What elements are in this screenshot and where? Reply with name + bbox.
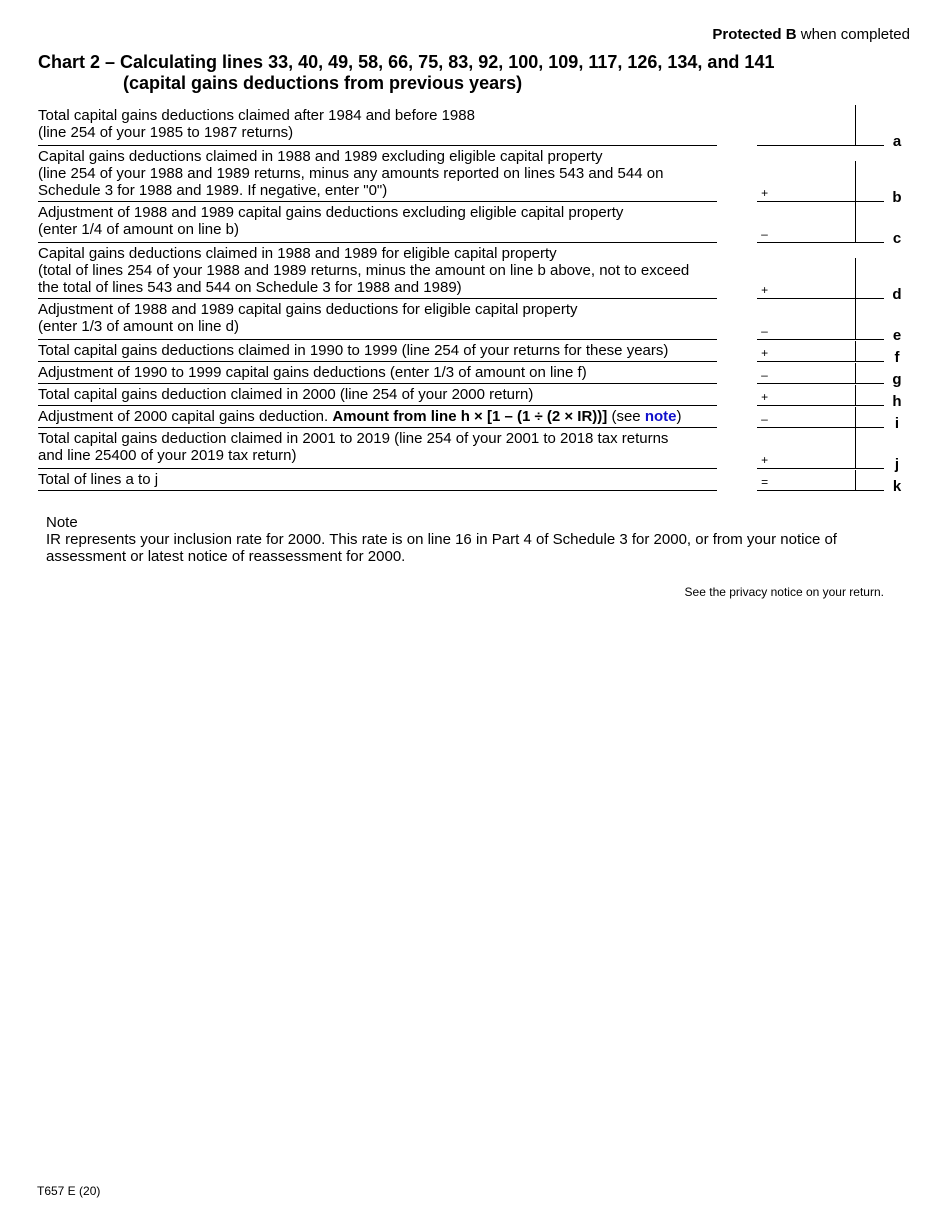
row-description xyxy=(38,202,717,243)
line-letter: c xyxy=(892,230,902,247)
line-letter: i xyxy=(894,415,900,432)
line-letter: j xyxy=(894,456,900,473)
cents-field[interactable] xyxy=(855,385,884,406)
row-description xyxy=(38,105,717,146)
row-description xyxy=(38,428,717,469)
cents-field[interactable] xyxy=(855,105,884,146)
row-description-line: Total capital gains deductions claimed in 1990 to 1999 (line 254 of your returns for these years) xyxy=(38,342,669,359)
amount-value xyxy=(759,472,855,490)
privacy-notice: See the privacy notice on your return. xyxy=(684,585,884,599)
note-section xyxy=(46,514,886,565)
amount-value xyxy=(759,409,855,427)
row-description xyxy=(38,384,717,406)
line-letter: f xyxy=(894,349,900,366)
amount-field[interactable] xyxy=(757,127,855,146)
row-description xyxy=(38,243,717,299)
row-description xyxy=(38,362,717,384)
cents-field[interactable] xyxy=(855,341,884,362)
operator-sign: + xyxy=(761,186,769,200)
cents-field[interactable] xyxy=(855,202,884,243)
line-letter: b xyxy=(892,189,902,206)
cents-field[interactable] xyxy=(855,428,884,469)
amount-field[interactable] xyxy=(757,321,855,340)
operator-sign: – xyxy=(761,227,768,241)
amount-field[interactable] xyxy=(757,183,855,202)
amount-value xyxy=(759,343,855,361)
amount-field[interactable] xyxy=(757,343,855,362)
operator-sign: – xyxy=(761,368,768,382)
line-letter: a xyxy=(892,133,902,150)
form-number: T657 E (20) xyxy=(37,1184,101,1198)
amount-value xyxy=(759,365,855,383)
row-a xyxy=(38,105,910,150)
row-description-line: Adjustment of 1988 and 1989 capital gains deductions excluding eligible capital property xyxy=(38,204,624,221)
line-letter: h xyxy=(892,393,902,410)
amount-value xyxy=(759,280,855,298)
row-description-line: the total of lines 543 and 544 on Schedule 3 for 1988 and 1989) xyxy=(38,279,462,296)
chart-title xyxy=(38,52,918,94)
amount-field[interactable] xyxy=(757,387,855,406)
amount-value xyxy=(759,321,855,339)
row-description-line: (enter 1/4 of amount on line b) xyxy=(38,221,239,238)
row-description-line: Total capital gains deductions claimed after 1984 and before 1988 xyxy=(38,107,475,124)
chart-title-line2: (capital gains deductions from previous years) xyxy=(123,73,523,93)
line-letter: d xyxy=(892,286,902,303)
row-description-line: and line 25400 of your 2019 tax return) xyxy=(38,447,297,464)
row-c xyxy=(38,202,910,247)
row-b xyxy=(38,146,910,206)
operator-sign: + xyxy=(761,390,769,404)
row-description-line: (total of lines 254 of your 1988 and 1989 returns, minus the amount on line b above, not to exceed xyxy=(38,262,690,279)
amount-value xyxy=(759,450,855,468)
calculation-table xyxy=(38,105,910,495)
row-f xyxy=(38,340,910,366)
cents-field[interactable] xyxy=(855,470,884,491)
amount-value xyxy=(759,387,855,405)
protected-b-label: Protected B when completed xyxy=(712,26,910,43)
amount-value xyxy=(759,183,855,201)
row-description xyxy=(38,299,717,340)
row-description-line: Total of lines a to j xyxy=(38,471,159,488)
amount-value xyxy=(759,127,855,145)
line-letter: k xyxy=(892,478,902,495)
amount-field[interactable] xyxy=(757,224,855,243)
row-d xyxy=(38,243,910,303)
amount-field[interactable] xyxy=(757,409,855,428)
cents-field[interactable] xyxy=(855,161,884,202)
operator-sign: + xyxy=(761,283,769,297)
cents-field[interactable] xyxy=(855,258,884,299)
row-description xyxy=(38,340,717,362)
row-description-line: (line 254 of your 1985 to 1987 returns) xyxy=(38,124,294,141)
row-description xyxy=(38,146,717,202)
operator-sign: – xyxy=(761,324,768,338)
cents-field[interactable] xyxy=(855,407,884,428)
row-h xyxy=(38,384,910,410)
row-description-line: (enter 1/3 of amount on line d) xyxy=(38,318,239,335)
row-description-line: Schedule 3 for 1988 and 1989. If negative, enter "0") xyxy=(38,182,388,199)
amount-field[interactable] xyxy=(757,280,855,299)
row-description-line: Total capital gains deduction claimed in 2001 to 2019 (line 254 of your 2001 to 2018 tax returns xyxy=(38,430,669,447)
row-description-line: Adjustment of 1990 to 1999 capital gains deductions (enter 1/3 of amount on line f) xyxy=(38,364,587,381)
operator-sign: + xyxy=(761,346,769,360)
amount-field[interactable] xyxy=(757,450,855,469)
row-description: Adjustment of 2000 capital gains deduction. Amount from line h × [1 – (1 ÷ (2 × IR))] (see note) xyxy=(38,406,717,428)
row-description-line: Total capital gains deduction claimed in 2000 (line 254 of your 2000 return) xyxy=(38,386,534,403)
operator-sign: = xyxy=(761,475,769,489)
row-description-line: Capital gains deductions claimed in 1988 and 1989 excluding eligible capital property xyxy=(38,148,603,165)
row-description xyxy=(38,469,717,491)
row-g xyxy=(38,362,910,388)
amount-value xyxy=(759,224,855,242)
line-letter: e xyxy=(892,327,902,344)
row-e xyxy=(38,299,910,344)
row-j xyxy=(38,428,910,473)
note-body: IR represents your inclusion rate for 2000. This rate is on line 16 in Part 4 of Schedule 3 for 2000, or from your notice of assessment or latest notice of reassessment for 2000. xyxy=(46,531,837,565)
cents-field[interactable] xyxy=(855,363,884,384)
row-k xyxy=(38,469,910,495)
note-heading: Note xyxy=(46,514,78,531)
row-description-line: Capital gains deductions claimed in 1988 and 1989 for eligible capital property xyxy=(38,245,557,262)
chart-title-line1: Chart 2 – Calculating lines 33, 40, 49, 58, 66, 75, 83, 92, 100, 109, 117, 126, 134, and 141 xyxy=(38,52,775,72)
line-letter: g xyxy=(892,371,902,388)
row-description-line: Adjustment of 1988 and 1989 capital gains deductions for eligible capital property xyxy=(38,301,578,318)
cents-field[interactable] xyxy=(855,299,884,340)
amount-field[interactable] xyxy=(757,365,855,384)
operator-sign: – xyxy=(761,412,768,426)
operator-sign: + xyxy=(761,453,769,467)
note-link[interactable]: note xyxy=(644,408,677,425)
amount-field[interactable] xyxy=(757,472,855,491)
row-i xyxy=(38,406,910,432)
row-description-line: (line 254 of your 1988 and 1989 returns, minus any amounts reported on lines 543 and 544 on xyxy=(38,165,664,182)
